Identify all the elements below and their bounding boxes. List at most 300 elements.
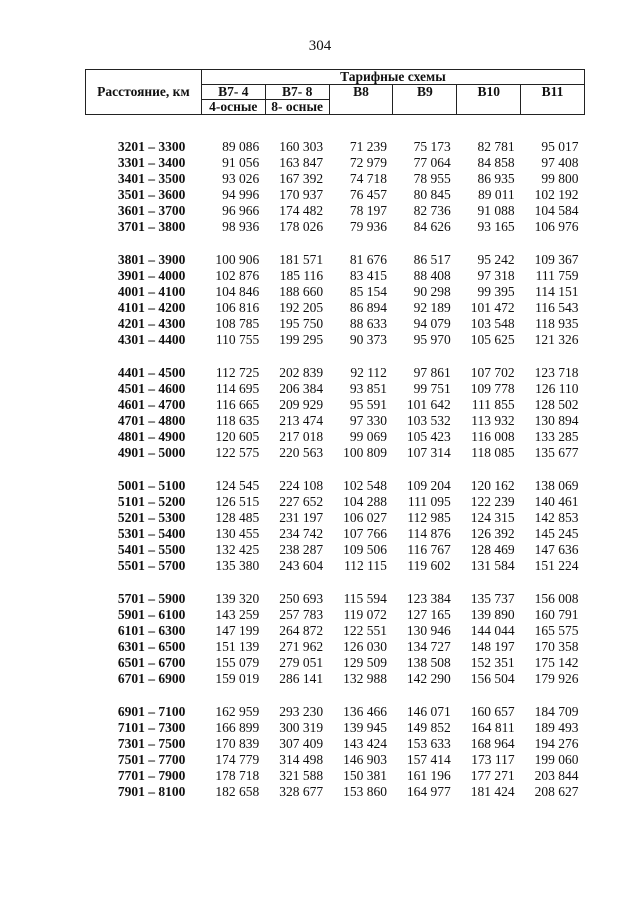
tariff-value: 231 197 — [279, 510, 324, 525]
tariff-value: 238 287 — [279, 542, 324, 557]
tariff-value: 106 816 — [215, 300, 260, 315]
tariff-value: 93 165 — [477, 219, 515, 234]
tariff-value: 130 455 — [215, 526, 260, 541]
tariff-value: 91 056 — [222, 155, 260, 170]
tariff-value: 124 545 — [215, 478, 260, 493]
tariff-value: 88 408 — [413, 268, 451, 283]
tariff-value: 109 204 — [406, 478, 451, 493]
axle-subheader: 4-осные — [201, 100, 265, 115]
tariff-value: 157 414 — [406, 752, 451, 767]
distance-cell: 7301 – 7500 — [117, 736, 186, 751]
distance-cell: 4301 – 4400 — [117, 332, 186, 347]
table-row — [86, 155, 585, 171]
tariff-value: 94 079 — [413, 316, 451, 331]
tariff-value: 174 482 — [279, 203, 324, 218]
table-row — [86, 478, 585, 494]
tariff-value: 111 759 — [535, 268, 579, 283]
tariff-value: 134 727 — [406, 639, 451, 654]
tariff-value: 160 791 — [534, 607, 579, 622]
tariff-value: 74 718 — [349, 171, 387, 186]
tariff-value: 120 162 — [470, 478, 515, 493]
tariff-value: 84 626 — [413, 219, 451, 234]
tariff-value: 146 903 — [343, 752, 387, 767]
tariff-value: 72 979 — [349, 155, 387, 170]
distance-cell: 3501 – 3600 — [117, 187, 186, 202]
tariff-value: 175 142 — [534, 655, 579, 670]
tariff-value: 135 380 — [215, 558, 260, 573]
table-row — [86, 704, 585, 720]
tariff-value: 257 783 — [279, 607, 324, 622]
distance-cell: 4401 – 4500 — [117, 365, 186, 380]
distance-cell: 3901 – 4000 — [117, 268, 186, 283]
scheme-header: В7- 4 — [201, 85, 265, 100]
distance-cell: 4601 – 4700 — [117, 397, 186, 412]
tariff-value: 109 778 — [470, 381, 515, 396]
table-row — [86, 720, 585, 736]
tariff-value: 142 290 — [406, 671, 451, 686]
tariff-value: 153 860 — [343, 784, 387, 799]
table-row — [86, 736, 585, 752]
tariff-value: 110 755 — [215, 332, 260, 347]
table-row — [86, 284, 585, 300]
tariff-value: 126 030 — [343, 639, 387, 654]
tariff-value: 178 026 — [279, 219, 324, 234]
tariff-value: 177 271 — [470, 768, 515, 783]
tariff-value: 101 642 — [406, 397, 451, 412]
tariff-value: 181 424 — [470, 784, 515, 799]
tariff-value: 97 408 — [541, 155, 579, 170]
page-number: 304 — [308, 38, 332, 54]
tariff-value: 178 718 — [215, 768, 260, 783]
tariff-value: 174 779 — [215, 752, 260, 767]
tariff-value: 145 245 — [534, 526, 579, 541]
tariff-value: 116 543 — [535, 300, 579, 315]
table-row — [86, 316, 585, 332]
tariff-value: 107 314 — [406, 445, 451, 460]
tariff-value: 105 625 — [470, 332, 515, 347]
tariff-value: 243 604 — [279, 558, 324, 573]
tariff-value: 192 205 — [279, 300, 324, 315]
tariff-value: 97 318 — [477, 268, 515, 283]
tariff-value: 279 051 — [279, 655, 324, 670]
tariff-value: 86 935 — [477, 171, 515, 186]
tariff-value: 102 876 — [215, 268, 260, 283]
tariff-schemes-header: Тарифные схемы — [201, 70, 584, 85]
tariff-value: 78 955 — [413, 171, 451, 186]
tariff-value: 155 079 — [215, 655, 260, 670]
table-row — [86, 332, 585, 348]
tariff-value: 136 466 — [343, 704, 387, 719]
tariff-value: 126 110 — [535, 381, 579, 396]
tariff-value: 135 677 — [534, 445, 579, 460]
tariff-value: 162 959 — [215, 704, 260, 719]
tariff-value: 168 964 — [470, 736, 515, 751]
tariff-value: 119 072 — [343, 607, 387, 622]
tariff-value: 100 906 — [215, 252, 260, 267]
tariff-value: 85 154 — [349, 284, 387, 299]
tariff-value: 148 197 — [470, 639, 515, 654]
tariff-value: 173 117 — [471, 752, 515, 767]
table-row — [86, 510, 585, 526]
tariff-value: 82 736 — [413, 203, 451, 218]
tariff-value: 189 493 — [534, 720, 579, 735]
tariff-value: 99 395 — [477, 284, 515, 299]
tariff-value: 103 532 — [406, 413, 451, 428]
tariff-value: 132 425 — [215, 542, 260, 557]
tariff-value: 293 230 — [279, 704, 324, 719]
tariff-value: 227 652 — [279, 494, 324, 509]
tariff-value: 139 320 — [215, 591, 260, 606]
table-row — [86, 752, 585, 768]
scheme-header: В10 — [457, 85, 521, 115]
distance-cell: 4201 – 4300 — [117, 316, 186, 331]
tariff-value: 188 660 — [279, 284, 324, 299]
table-row — [86, 268, 585, 284]
tariff-value: 118 935 — [535, 316, 579, 331]
tariff-value: 119 602 — [407, 558, 451, 573]
distance-cell: 6901 – 7100 — [117, 704, 186, 719]
group-spacer — [86, 687, 585, 704]
scheme-header: В9 — [393, 85, 457, 115]
tariff-value: 159 019 — [215, 671, 260, 686]
tariff-value: 147 636 — [534, 542, 579, 557]
tariff-value: 133 285 — [534, 429, 579, 444]
tariff-value: 102 192 — [534, 187, 579, 202]
table-row — [86, 784, 585, 800]
tariff-value: 170 937 — [279, 187, 324, 202]
tariff-value: 153 633 — [406, 736, 451, 751]
tariff-value: 112 725 — [215, 365, 260, 380]
tariff-value: 131 584 — [470, 558, 515, 573]
tariff-value: 99 069 — [349, 429, 387, 444]
distance-cell: 7901 – 8100 — [117, 784, 186, 799]
tariff-value: 86 894 — [349, 300, 387, 315]
tariff-value: 170 358 — [534, 639, 579, 654]
tariff-value: 97 330 — [349, 413, 387, 428]
tariff-value: 97 861 — [413, 365, 451, 380]
table-row — [86, 252, 585, 268]
tariff-value: 314 498 — [279, 752, 324, 767]
table-row — [86, 591, 585, 607]
distance-cell: 7101 – 7300 — [117, 720, 186, 735]
tariff-value: 142 853 — [534, 510, 579, 525]
tariff-value: 195 750 — [279, 316, 324, 331]
tariff-value: 94 996 — [222, 187, 260, 202]
tariff-value: 143 259 — [215, 607, 260, 622]
distance-cell: 5301 – 5400 — [117, 526, 186, 541]
tariff-value: 164 977 — [406, 784, 451, 799]
tariff-value: 78 197 — [349, 203, 387, 218]
tariff-value: 151 224 — [534, 558, 579, 573]
tariff-value: 95 017 — [541, 139, 579, 154]
tariff-value: 199 060 — [534, 752, 579, 767]
distance-cell: 5201 – 5300 — [117, 510, 186, 525]
tariff-value: 105 423 — [406, 429, 451, 444]
tariff-value: 107 702 — [470, 365, 515, 380]
distance-cell: 4901 – 5000 — [117, 445, 186, 460]
tariff-value: 150 381 — [343, 768, 387, 783]
tariff-value: 109 506 — [343, 542, 387, 557]
tariff-value: 123 718 — [534, 365, 579, 380]
tariff-value: 104 288 — [343, 494, 387, 509]
distance-cell: 3301 – 3400 — [117, 155, 186, 170]
tariff-value: 122 575 — [215, 445, 260, 460]
tariff-value: 102 548 — [343, 478, 387, 493]
tariff-value: 128 485 — [215, 510, 260, 525]
table-row — [86, 413, 585, 429]
table-row — [86, 365, 585, 381]
tariff-value: 179 926 — [534, 671, 579, 686]
tariff-value: 95 970 — [413, 332, 451, 347]
table-row — [86, 300, 585, 316]
tariff-value: 101 472 — [470, 300, 515, 315]
table-row — [86, 671, 585, 687]
tariff-value: 126 515 — [215, 494, 260, 509]
tariff-value: 129 509 — [343, 655, 387, 670]
tariff-value: 161 196 — [406, 768, 451, 783]
distance-cell: 5101 – 5200 — [117, 494, 186, 509]
tariff-value: 164 811 — [471, 720, 515, 735]
table-row — [86, 203, 585, 219]
tariff-value: 135 737 — [470, 591, 515, 606]
tariff-value: 138 069 — [534, 478, 579, 493]
tariff-value: 250 693 — [279, 591, 324, 606]
tariff-value: 113 932 — [471, 413, 515, 428]
tariff-value: 106 976 — [534, 219, 579, 234]
tariff-value: 147 199 — [215, 623, 260, 638]
distance-cell: 3801 – 3900 — [117, 252, 186, 267]
distance-cell: 3201 – 3300 — [117, 139, 186, 154]
group-spacer — [86, 115, 585, 140]
distance-cell: 4801 – 4900 — [117, 429, 186, 444]
tariff-value: 104 846 — [215, 284, 260, 299]
table-row — [86, 623, 585, 639]
tariff-value: 99 800 — [541, 171, 579, 186]
tariff-value: 109 367 — [534, 252, 579, 267]
tariff-value: 202 839 — [279, 365, 324, 380]
tariff-value: 152 351 — [470, 655, 515, 670]
table-row — [86, 639, 585, 655]
distance-cell: 6301 – 6500 — [117, 639, 186, 654]
tariff-value: 79 936 — [349, 219, 387, 234]
tariff-value: 209 929 — [279, 397, 324, 412]
tariff-value: 130 894 — [534, 413, 579, 428]
tariff-value: 264 872 — [279, 623, 324, 638]
tariff-value: 118 635 — [215, 413, 260, 428]
tariff-value: 104 584 — [534, 203, 579, 218]
tariff-value: 112 985 — [407, 510, 451, 525]
tariff-value: 286 141 — [279, 671, 324, 686]
tariff-value: 71 239 — [349, 139, 387, 154]
tariff-value: 328 677 — [279, 784, 324, 799]
distance-cell: 7701 – 7900 — [117, 768, 186, 783]
tariff-value: 128 502 — [534, 397, 579, 412]
tariff-value: 234 742 — [279, 526, 324, 541]
tariff-value: 130 946 — [406, 623, 451, 638]
tariff-value: 92 112 — [350, 365, 387, 380]
tariff-value: 140 461 — [534, 494, 579, 509]
table-row — [86, 397, 585, 413]
tariff-value: 185 116 — [279, 268, 324, 283]
scheme-header: В7- 8 — [265, 85, 329, 100]
distance-cell: 4501 – 4600 — [117, 381, 186, 396]
tariff-value: 116 665 — [215, 397, 260, 412]
tariff-value: 116 767 — [407, 542, 451, 557]
tariff-value: 139 890 — [470, 607, 515, 622]
tariff-value: 106 027 — [343, 510, 387, 525]
tariff-value: 126 392 — [470, 526, 515, 541]
table-row — [86, 219, 585, 235]
tariff-value: 224 108 — [279, 478, 324, 493]
axle-subheader: 8- осные — [265, 100, 329, 115]
tariff-value: 115 594 — [343, 591, 387, 606]
tariff-value: 163 847 — [279, 155, 324, 170]
tariff-value: 114 151 — [535, 284, 579, 299]
group-spacer — [86, 348, 585, 365]
tariff-value: 108 785 — [215, 316, 260, 331]
tariff-value: 321 588 — [279, 768, 324, 783]
tariff-value: 146 071 — [406, 704, 451, 719]
tariff-value: 76 457 — [349, 187, 387, 202]
tariff-value: 92 189 — [413, 300, 451, 315]
distance-cell: 4001 – 4100 — [117, 284, 186, 299]
distance-cell: 6701 – 6900 — [117, 671, 186, 686]
tariff-value: 95 591 — [349, 397, 387, 412]
scheme-header: В11 — [521, 85, 585, 115]
table-row — [86, 607, 585, 623]
table-row — [86, 171, 585, 187]
distance-cell: 5501 – 5700 — [117, 558, 186, 573]
tariff-value: 300 319 — [279, 720, 324, 735]
tariff-value: 91 088 — [477, 203, 515, 218]
tariff-value: 122 551 — [343, 623, 387, 638]
tariff-value: 82 781 — [477, 139, 515, 154]
tariff-value: 151 139 — [215, 639, 260, 654]
tariff-value: 81 676 — [349, 252, 387, 267]
tariff-value: 156 008 — [534, 591, 579, 606]
tariff-value: 114 695 — [215, 381, 260, 396]
tariff-value: 124 315 — [470, 510, 515, 525]
table-row — [86, 429, 585, 445]
tariff-value: 208 627 — [534, 784, 579, 799]
table-row — [86, 445, 585, 461]
distance-cell: 5901 – 6100 — [117, 607, 186, 622]
distance-cell: 6101 – 6300 — [117, 623, 186, 638]
tariff-value: 111 855 — [471, 397, 515, 412]
tariff-value: 118 085 — [471, 445, 515, 460]
tariff-value: 89 011 — [478, 187, 515, 202]
tariff-value: 100 809 — [343, 445, 387, 460]
distance-cell: 3401 – 3500 — [117, 171, 186, 186]
tariff-value: 75 173 — [413, 139, 451, 154]
tariff-value: 213 474 — [279, 413, 324, 428]
table-row — [86, 558, 585, 574]
tariff-value: 90 298 — [413, 284, 451, 299]
tariff-value: 123 384 — [406, 591, 451, 606]
tariff-value: 182 658 — [215, 784, 260, 799]
tariff-value: 114 876 — [407, 526, 451, 541]
tariff-value: 99 751 — [413, 381, 451, 396]
tariff-value: 220 563 — [279, 445, 324, 460]
scheme-header: В8 — [329, 85, 393, 115]
distance-cell: 7501 – 7700 — [117, 752, 186, 767]
distance-cell: 5401 – 5500 — [117, 542, 186, 557]
tariff-value: 121 326 — [534, 332, 579, 347]
tariff-value: 128 469 — [470, 542, 515, 557]
tariff-value: 166 899 — [215, 720, 260, 735]
tariff-value: 206 384 — [279, 381, 324, 396]
tariff-value: 88 633 — [349, 316, 387, 331]
table-row — [86, 187, 585, 203]
tariff-value: 156 504 — [470, 671, 515, 686]
tariff-value: 199 295 — [279, 332, 324, 347]
distance-cell: 3701 – 3800 — [117, 219, 186, 234]
tariff-table — [85, 69, 585, 800]
tariff-value: 194 276 — [534, 736, 579, 751]
distance-cell: 5001 – 5100 — [117, 478, 186, 493]
tariff-value: 80 845 — [413, 187, 451, 202]
tariff-value: 307 409 — [279, 736, 324, 751]
tariff-value: 96 966 — [222, 203, 260, 218]
tariff-value: 181 571 — [279, 252, 324, 267]
tariff-value: 167 392 — [279, 171, 324, 186]
table-body — [86, 115, 585, 801]
distance-header: Расстояние, км — [86, 70, 202, 115]
tariff-value: 90 373 — [349, 332, 387, 347]
group-spacer — [86, 235, 585, 252]
table-row — [86, 655, 585, 671]
group-spacer — [86, 461, 585, 478]
tariff-value: 160 303 — [279, 139, 324, 154]
tariff-value: 120 605 — [215, 429, 260, 444]
tariff-value: 127 165 — [406, 607, 451, 622]
tariff-value: 98 936 — [222, 219, 260, 234]
tariff-value: 144 044 — [470, 623, 515, 638]
distance-cell: 4701 – 4800 — [117, 413, 186, 428]
tariff-value: 160 657 — [470, 704, 515, 719]
group-spacer — [86, 574, 585, 591]
distance-cell: 6501 – 6700 — [117, 655, 186, 670]
tariff-value: 143 424 — [343, 736, 387, 751]
table-row — [86, 526, 585, 542]
tariff-value: 93 851 — [349, 381, 387, 396]
tariff-value: 149 852 — [406, 720, 451, 735]
table-row — [86, 139, 585, 155]
distance-cell: 4101 – 4200 — [117, 300, 186, 315]
tariff-value: 138 508 — [406, 655, 451, 670]
tariff-value: 86 517 — [413, 252, 451, 267]
distance-cell: 3601 – 3700 — [117, 203, 186, 218]
tariff-value: 184 709 — [534, 704, 579, 719]
tariff-value: 111 095 — [407, 494, 451, 509]
tariff-value: 89 086 — [222, 139, 260, 154]
tariff-value: 132 988 — [343, 671, 387, 686]
tariff-value: 122 239 — [470, 494, 515, 509]
tariff-value: 103 548 — [470, 316, 515, 331]
table-row — [86, 494, 585, 510]
table-row — [86, 381, 585, 397]
tariff-value: 165 575 — [534, 623, 579, 638]
tariff-value: 95 242 — [477, 252, 515, 267]
table-row — [86, 768, 585, 784]
tariff-value: 203 844 — [534, 768, 579, 783]
tariff-value: 84 858 — [477, 155, 515, 170]
tariff-value: 271 962 — [279, 639, 324, 654]
tariff-value: 170 839 — [215, 736, 260, 751]
tariff-value: 139 945 — [343, 720, 387, 735]
tariff-value: 77 064 — [413, 155, 451, 170]
tariff-value: 112 115 — [344, 558, 387, 573]
